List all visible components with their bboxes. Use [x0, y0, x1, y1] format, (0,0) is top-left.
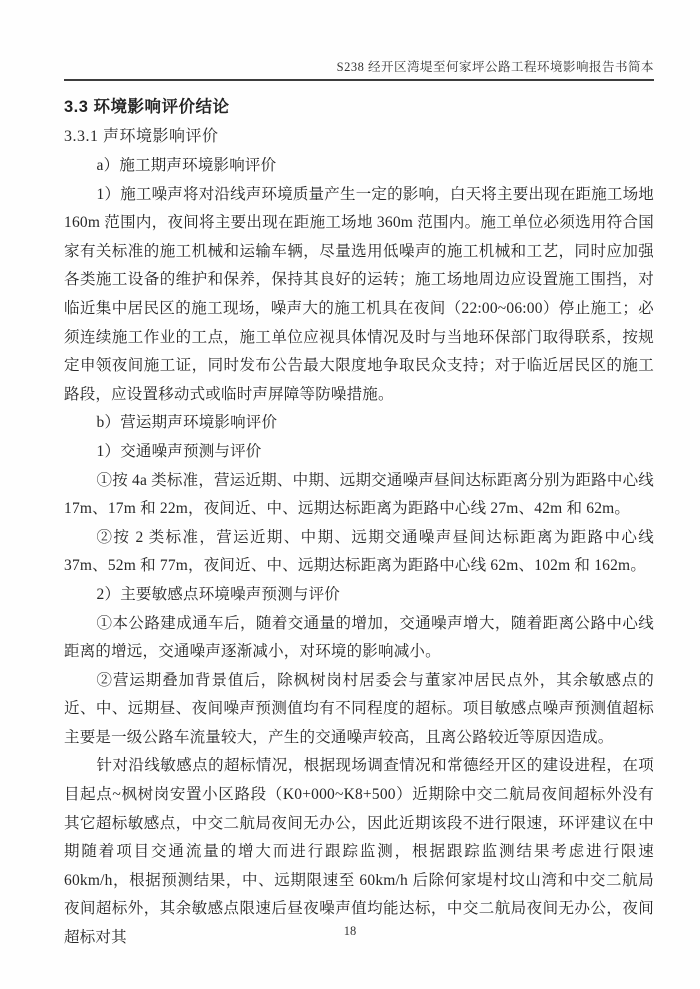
- subheading-sensitive-points: 2）主要敏感点环境噪声预测与评价: [96, 585, 340, 603]
- subheading-construction-period: a）施工期声环境影响评价: [96, 157, 277, 174]
- running-header: [64, 57, 654, 81]
- page-number: 18: [343, 924, 357, 938]
- paragraph-traffic-volume: ①本公路建成通车后，随着交通量的增加，交通噪声增大，随着距离公路中心线距离的增远，交通噪声逐渐减小，对环境的影响减小。: [64, 614, 654, 661]
- paragraph-background-superposition: ②营运期叠加背景值后，除枫树岗村居委会与董家冲居民点外，其余敏感点的近、中、远期昼、夜间噪声预测值均有不同程度的超标。项目敏感点噪声预测值超标主要是一级公路车流量较大，产生的交通噪声较高，且离公路较近等原因造成。: [64, 671, 654, 746]
- subheading-operation-period: b）营运期声环境影响评价: [96, 414, 278, 432]
- running-header-title: S238 经开区湾堤至何家坪公路工程环境影响报告书简本: [336, 60, 654, 74]
- section-heading: 3.3 环境影响评价结论: [64, 98, 230, 116]
- paragraph-standard-4a: ①按 4a 类标准，营运近期、中期、远期交通噪声昼间达标距离分别为距路中心线 17m、17m 和 22m，夜间近、中、远期达标距离为距路中心线 27m、42m 和 62m。: [64, 471, 654, 518]
- paragraph-standard-2: ②按 2 类标准，营运近期、中期、远期交通噪声昼间达标距离为距路中心线 37m、52m 和 77m，夜间近、中、远期达标距离为距路中心线 62m、102m 和 162m。: [64, 528, 654, 575]
- subheading-traffic-noise-prediction: 1）交通噪声预测与评价: [96, 442, 262, 460]
- page-content: [64, 84, 654, 953]
- paragraph-construction-noise: 1）施工噪声将对沿线声环境质量产生一定的影响，白天将主要出现在距施工场地 160m 范围内，夜间将主要出现在距施工场地 360m 范围内。施工单位必须选用符合国家有关标准的施工机械和运输车辆，尽量选用低噪声的施工机械和工艺，同时应加强各类施工设备的维护和保养，保持其良好的运转；施工场地周边应设置施工围挡，对临近集中居民区的施工现场，噪声大的施工机具在夜间（22:00~06:00）停止施工；必须连续施工作业的工点，施工单位应视具体情况及时与当地环保部门取得联系，按规定申领夜间施工证，同时发布公告最大限度地争取民众支持；对于临近居民区的施工路段，应设置移动式或临时声屏障等防噪措施。: [64, 185, 654, 403]
- subsection-heading: 3.3.1 声环境影响评价: [64, 128, 219, 145]
- paragraph-exceedance-measures: 针对沿线敏感点的超标情况，根据现场调查情况和常德经开区的建设进程，在项目起点~枫树岗安置小区路段（K0+000~K8+500）近期除中交二航局夜间超标外没有其它超标敏感点，中交二航局夜间无办公，因此近期该段不进行限速，环评建议在中期随着项目交通流量的增大而进行跟踪监测，根据跟踪监测结果考虑进行限速 60km/h，根据预测结果，中、远期限速至 60km/h 后除何家堤村坟山湾和中交二航局夜间超标外，其余敏感点限速后昼夜噪声值均能达标，中交二航局夜间无办公，夜间超标对其: [64, 757, 654, 947]
